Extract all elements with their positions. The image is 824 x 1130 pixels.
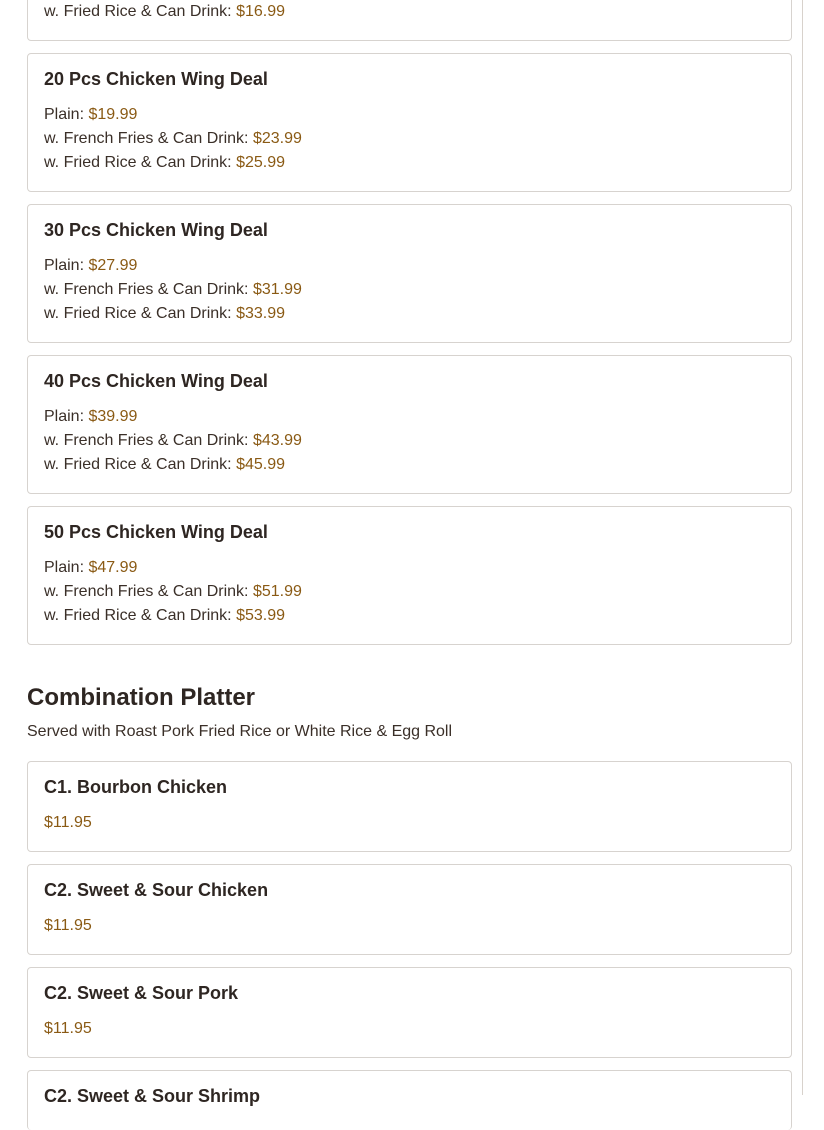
option-price: $16.99 xyxy=(236,3,285,20)
option-label: w. French Fries & Can Drink: xyxy=(44,281,249,298)
option-price: $53.99 xyxy=(236,607,285,624)
option-price: $39.99 xyxy=(88,408,138,425)
item-title: C2. Sweet & Sour Chicken xyxy=(44,880,269,900)
option-price: $25.99 xyxy=(236,154,285,171)
wing-deal-card[interactable] xyxy=(27,53,792,192)
option-line xyxy=(44,281,302,299)
menu-item-card[interactable] xyxy=(27,761,792,852)
deal-title: 30 Pcs Chicken Wing Deal xyxy=(44,220,268,240)
wing-deal-card-partial[interactable] xyxy=(27,0,792,41)
option-price: $19.99 xyxy=(88,106,138,123)
option-price: $33.99 xyxy=(236,305,285,322)
option-label: w. French Fries & Can Drink: xyxy=(44,130,249,147)
item-title: C1. Bourbon Chicken xyxy=(44,777,228,797)
option-price: $43.99 xyxy=(252,432,302,449)
option-label: Plain: xyxy=(44,559,85,576)
option-label: w. French Fries & Can Drink: xyxy=(44,583,249,600)
option-price: $31.99 xyxy=(252,281,302,298)
section-subtitle: Served with Roast Pork Fried Rice or White Rice & Egg Roll xyxy=(27,723,453,740)
deal-title: 40 Pcs Chicken Wing Deal xyxy=(44,371,268,391)
deal-title: 50 Pcs Chicken Wing Deal xyxy=(44,522,268,542)
option-label: w. Fried Rice & Can Drink: xyxy=(44,456,232,473)
option-line xyxy=(44,106,137,124)
option-label: w. Fried Rice & Can Drink: xyxy=(44,154,232,171)
item-price: $11.95 xyxy=(44,1020,92,1037)
wing-deal-card[interactable] xyxy=(27,204,792,343)
section-title: Combination Platter xyxy=(27,684,256,711)
option-line xyxy=(44,583,302,601)
menu-item-card[interactable] xyxy=(27,1070,792,1130)
deal-title: 20 Pcs Chicken Wing Deal xyxy=(44,69,268,89)
option-label: w. Fried Rice & Can Drink: xyxy=(44,305,232,322)
option-price: $23.99 xyxy=(252,130,302,147)
option-line xyxy=(44,456,285,474)
option-label: Plain: xyxy=(44,106,85,123)
option-line xyxy=(44,559,137,577)
option-line xyxy=(44,432,302,450)
option-label: w. Fried Rice & Can Drink: xyxy=(44,3,232,20)
option-price: $27.99 xyxy=(88,257,138,274)
option-line xyxy=(44,408,137,426)
option-price: $47.99 xyxy=(88,559,138,576)
option-line xyxy=(44,154,285,172)
option-line xyxy=(44,607,285,625)
option-line xyxy=(44,130,302,148)
item-title: C2. Sweet & Sour Shrimp xyxy=(44,1086,261,1106)
option-line xyxy=(44,3,285,21)
item-title: C2. Sweet & Sour Pork xyxy=(44,983,239,1003)
option-label: w. French Fries & Can Drink: xyxy=(44,432,249,449)
item-price: $11.95 xyxy=(44,917,92,934)
wing-deal-card[interactable] xyxy=(27,506,792,645)
wing-deal-card[interactable] xyxy=(27,355,792,494)
menu-item-card[interactable] xyxy=(27,864,792,955)
item-price: $11.95 xyxy=(44,814,92,831)
option-price: $45.99 xyxy=(236,456,285,473)
option-line xyxy=(44,257,137,275)
option-label: Plain: xyxy=(44,257,85,274)
option-label: Plain: xyxy=(44,408,85,425)
option-line xyxy=(44,305,285,323)
menu-item-card[interactable] xyxy=(27,967,792,1058)
option-label: w. Fried Rice & Can Drink: xyxy=(44,607,232,624)
option-price: $51.99 xyxy=(252,583,302,600)
